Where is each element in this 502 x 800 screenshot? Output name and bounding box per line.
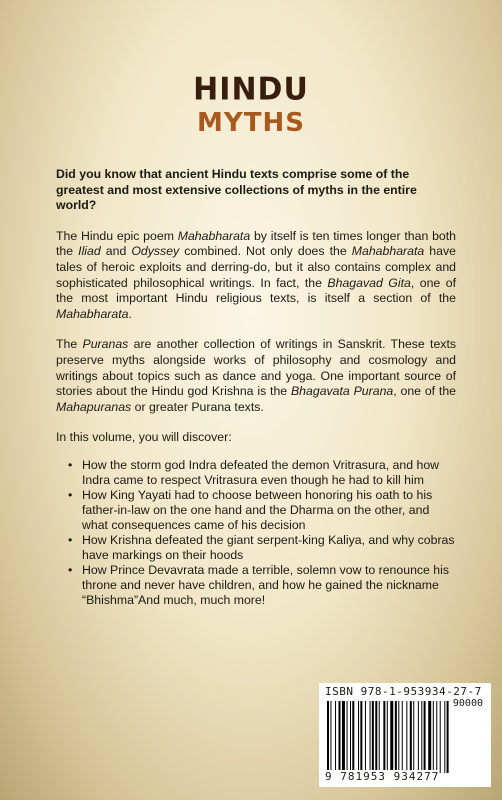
bullet-icon: •	[68, 487, 73, 502]
barcode-bar	[436, 701, 437, 773]
barcode-bar	[358, 701, 359, 773]
barcode-bar	[379, 701, 380, 773]
list-item: • How King Yayati had to choose between honoring his oath to his father-in-law on the one hand and the Dharma on the other, and what consequences came of his decision	[68, 487, 433, 532]
bullet-list	[56, 458, 456, 608]
book-title	[0, 71, 502, 138]
list-item: • How the storm god Indra defeated the demon Vritrasura, and how Indra came to respect Vritrasura even though he had to kill him	[68, 457, 440, 487]
barcode-bar	[330, 701, 331, 773]
barcode-bar	[347, 701, 348, 773]
barcode-bar	[339, 701, 341, 773]
lead-question: Did you know that ancient Hindu texts comprise some of the greatest and most extensive collections of myths in the entire world?	[56, 167, 417, 213]
blurb-text	[56, 167, 456, 608]
barcode-bar	[375, 701, 377, 773]
barcode-bar	[447, 701, 449, 773]
barcode-bar	[370, 701, 371, 773]
barcode-bar	[350, 701, 351, 773]
barcode-bar	[410, 701, 412, 773]
isbn-label: ISBN 978-1-953934-27-7	[325, 685, 482, 698]
barcode-bar	[433, 701, 434, 773]
barcode-bar	[444, 701, 445, 773]
list-item: • How Krishna defeated the giant serpent-king Kaliya, and why cobras have markings on their hoods	[68, 532, 455, 562]
barcode-bar	[428, 701, 431, 773]
barcode-bar	[352, 701, 354, 773]
barcode-bar	[440, 701, 441, 773]
paragraph-puranas: The Puranas are another collection of writings in Sanskrit. These texts preserve myths alongside works of philosophy and cosmology and writings about topics such as dance and yoga. One important source of stories about the Hindu god Krishna is the Bhagavata Purana, one of the Mahapuranas or greater Purana texts.	[56, 337, 457, 414]
barcode-bar	[413, 701, 414, 773]
barcode-bars	[325, 701, 485, 773]
isbn-barcode	[319, 683, 491, 787]
list-item: • How Prince Devavrata made a terrible, solemn vow to renounce his throne and never have children, and how he gained the nickname “Bhishma”And much, much more!	[68, 562, 450, 607]
paragraph-mahabharata: The Hindu epic poem Mahabharata by itself is ten times longer than both the Iliad and Odyssey combined. Not only does the Mahabharata have tales of heroic exploits and derring-do, but it also contains complex and sophisticated philosophical writings. In fact, the Bhagavad Gita, one of the most important Hindu religious texts, is itself a section of the Mahabharata.	[56, 228, 456, 321]
intro-line: In this volume, you will discover:	[56, 430, 232, 445]
barcode-bar	[418, 701, 419, 773]
barcode-bar	[395, 701, 397, 773]
bullet-icon: •	[68, 532, 73, 547]
barcode-bar	[424, 701, 426, 773]
barcode-bar	[402, 701, 403, 773]
price-code: 90000	[452, 698, 483, 709]
barcode-bar	[383, 701, 385, 773]
barcode-bar	[406, 701, 407, 773]
barcode-bar	[342, 701, 345, 773]
bullet-icon: •	[68, 562, 73, 577]
title-line-1: HINDU	[193, 71, 309, 108]
barcode-digits: 9 781953 934277	[325, 770, 440, 783]
barcode-bar	[387, 701, 388, 773]
title-line-2: MYTHS	[197, 108, 305, 138]
barcode-bar	[327, 701, 329, 773]
barcode-bar	[335, 701, 336, 773]
bullet-icon: •	[68, 457, 73, 472]
barcode-bar	[398, 701, 399, 773]
barcode-bar	[372, 701, 374, 773]
barcode-bar	[421, 701, 422, 773]
barcode-bar	[365, 701, 366, 773]
barcode-bar	[390, 701, 393, 773]
barcode-bar	[360, 701, 362, 773]
